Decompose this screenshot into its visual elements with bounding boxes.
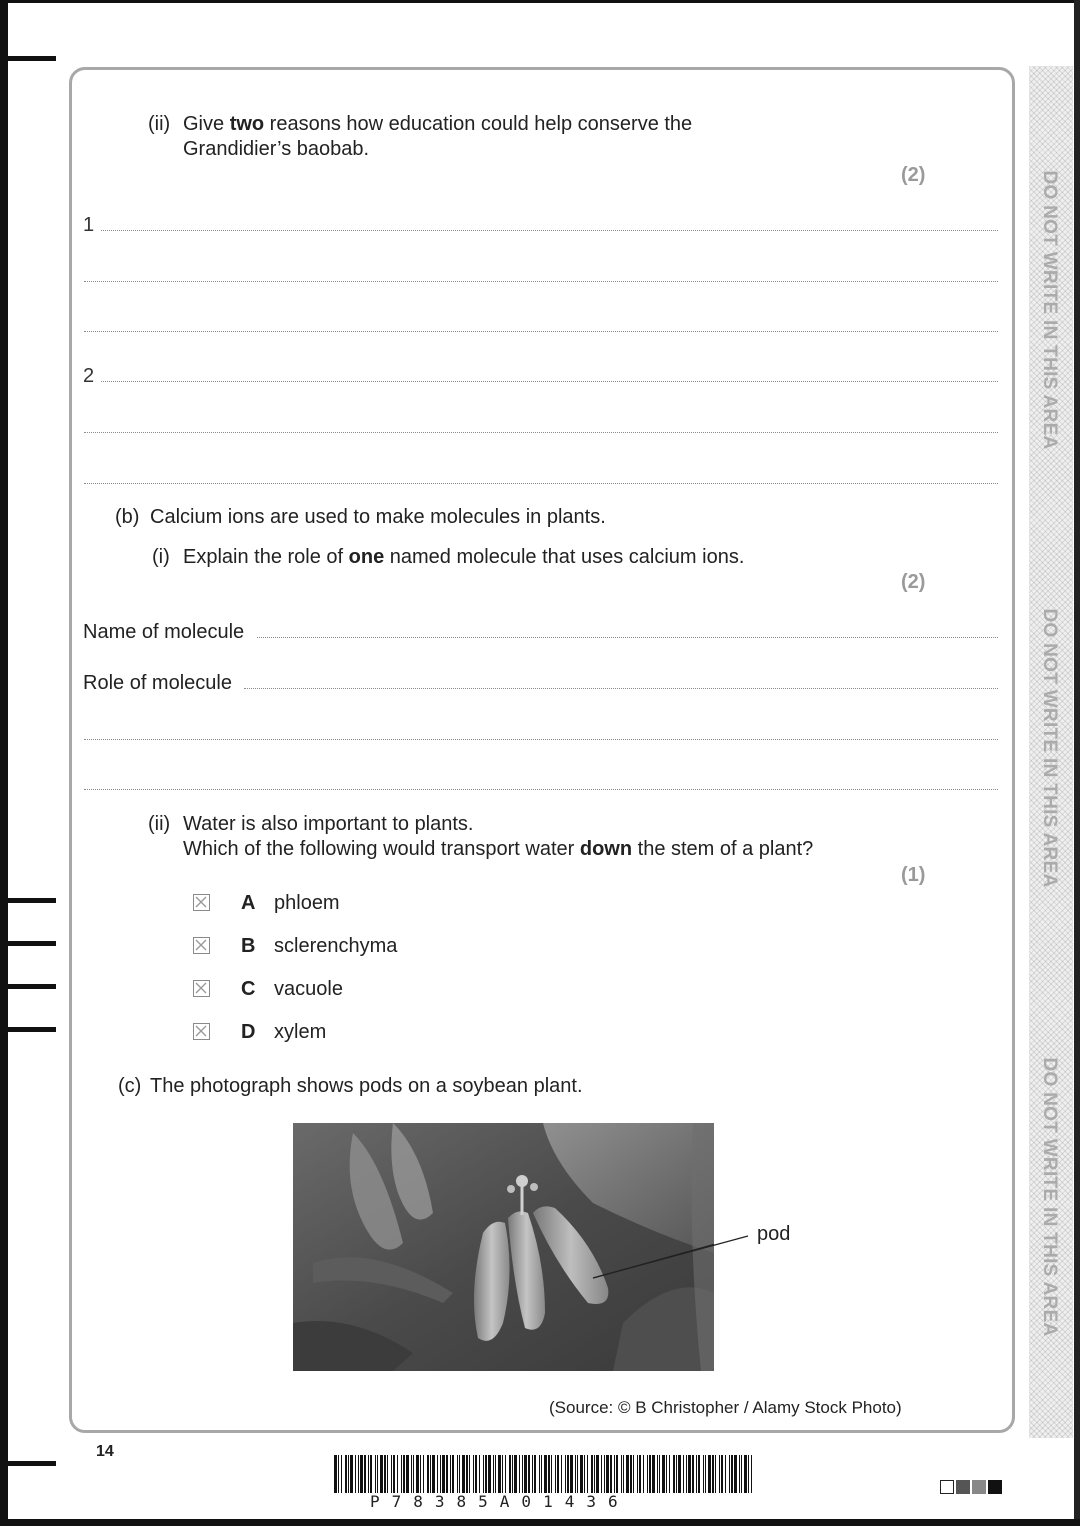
barcode-bar xyxy=(462,1455,465,1493)
barcode-bar xyxy=(577,1455,578,1493)
answer-line[interactable] xyxy=(84,432,998,433)
barcode-bar xyxy=(561,1455,562,1493)
photo-source: (Source: © B Christopher / Alamy Stock Photo) xyxy=(549,1398,902,1417)
barcode-bar xyxy=(621,1455,622,1493)
barcode-bar xyxy=(630,1455,632,1493)
barcode-bar xyxy=(350,1455,353,1493)
page-number: 14 xyxy=(96,1443,114,1460)
barcode-bar xyxy=(708,1455,711,1493)
option-d-checkbox[interactable] xyxy=(193,1023,210,1040)
barcode-bar xyxy=(570,1455,573,1493)
margin-tick xyxy=(0,1461,56,1466)
barcode-bar xyxy=(348,1455,349,1493)
no-write-warning: DO NOT WRITE IN THIS AREA xyxy=(1039,608,1060,888)
option-text: vacuole xyxy=(274,978,343,1000)
barcode-bar xyxy=(626,1455,629,1493)
barcode-bar xyxy=(519,1455,520,1493)
barcode-bar xyxy=(715,1455,716,1493)
barcode-bar xyxy=(391,1455,392,1493)
option-text: xylem xyxy=(274,1021,327,1043)
barcode-bar xyxy=(551,1455,552,1493)
barcode-bar xyxy=(678,1455,681,1493)
no-write-warning: DO NOT WRITE IN THIS AREA xyxy=(1039,1057,1060,1337)
barcode-bar xyxy=(544,1455,547,1493)
barcode-bar xyxy=(416,1455,419,1493)
barcode-bar xyxy=(643,1455,644,1493)
option-letter: D xyxy=(241,1021,256,1043)
barcode-bar xyxy=(502,1455,503,1493)
barcode-bar xyxy=(358,1455,359,1493)
answer-line[interactable] xyxy=(84,739,998,740)
colour-square xyxy=(972,1480,986,1494)
barcode-bar xyxy=(666,1455,667,1493)
left-binding-strip xyxy=(0,0,8,1526)
barcode-bar xyxy=(360,1455,363,1493)
barcode-bar xyxy=(662,1455,665,1493)
barcode-bar xyxy=(584,1455,585,1493)
barcode-bar xyxy=(377,1455,378,1493)
barcode-bar xyxy=(375,1455,376,1493)
field-label: Role of molecule xyxy=(83,672,232,694)
barcode-bar xyxy=(686,1455,687,1493)
barcode-bar xyxy=(652,1455,655,1493)
barcode-bar xyxy=(596,1455,599,1493)
barcode-bar xyxy=(509,1455,511,1493)
barcode-bar xyxy=(741,1455,742,1493)
barcode-bar xyxy=(647,1455,648,1493)
marks-allocation: (2) xyxy=(901,164,926,186)
name-of-molecule-line[interactable] xyxy=(257,637,998,638)
barcode-bar xyxy=(437,1455,438,1493)
barcode-bar xyxy=(729,1455,730,1493)
barcode-bar xyxy=(393,1455,395,1493)
barcode-bar xyxy=(488,1455,491,1493)
option-text: phloem xyxy=(274,892,340,914)
question-text-line2: Which of the following would transport water down the stem of a plant? xyxy=(183,838,814,860)
question-number: (ii) xyxy=(148,813,171,835)
barcode-bar xyxy=(673,1455,675,1493)
answer-line[interactable] xyxy=(101,381,998,382)
barcode-bar xyxy=(744,1455,747,1493)
barcode-bar xyxy=(548,1455,550,1493)
question-text-line2: Grandidier’s baobab. xyxy=(183,138,370,160)
barcode-bar xyxy=(575,1455,576,1493)
barcode-bar xyxy=(555,1455,556,1493)
barcode-bar xyxy=(524,1455,527,1493)
barcode-bar xyxy=(669,1455,670,1493)
margin-tick xyxy=(0,984,56,989)
barcode-bar xyxy=(368,1455,369,1493)
field-label: Name of molecule xyxy=(83,621,245,643)
barcode-bar xyxy=(413,1455,414,1493)
barcode-bar xyxy=(721,1455,723,1493)
barcode-bar xyxy=(446,1455,448,1493)
pod-leader-line xyxy=(593,1233,753,1283)
barcode-bar xyxy=(649,1455,651,1493)
barcode-bar xyxy=(522,1455,523,1493)
colour-square xyxy=(940,1480,954,1494)
marks-allocation: (1) xyxy=(901,864,926,886)
barcode-bar xyxy=(528,1455,530,1493)
barcode-bar xyxy=(657,1455,658,1493)
bottom-border xyxy=(0,1519,1080,1526)
barcode-bar xyxy=(485,1455,487,1493)
margin-tick xyxy=(0,1027,56,1032)
option-letter: C xyxy=(241,978,256,1000)
barcode-bar xyxy=(601,1455,602,1493)
barcode-text: P78385A01436 xyxy=(370,1492,630,1511)
barcode-bar xyxy=(450,1455,451,1493)
barcode-bar xyxy=(380,1455,383,1493)
barcode-bar xyxy=(505,1455,506,1493)
question-text: Give two reasons how education could help conserve the xyxy=(183,113,693,135)
barcode-bar xyxy=(403,1455,405,1493)
barcode-bar xyxy=(532,1455,533,1493)
barcode-bar xyxy=(466,1455,468,1493)
barcode-bar xyxy=(493,1455,494,1493)
barcode-bar xyxy=(457,1455,458,1493)
colour-square xyxy=(956,1480,970,1494)
right-border xyxy=(1074,0,1080,1526)
barcode-bar xyxy=(338,1455,339,1493)
barcode-bar xyxy=(479,1455,480,1493)
barcode-bar xyxy=(610,1455,612,1493)
question-text: Water is also important to plants. xyxy=(183,813,474,835)
barcode-bar xyxy=(364,1455,366,1493)
barcode-bar xyxy=(475,1455,477,1493)
question-text: The photograph shows pods on a soybean plant. xyxy=(150,1075,583,1097)
pod-label: pod xyxy=(757,1223,791,1245)
barcode-bar xyxy=(345,1455,347,1493)
barcode-bar xyxy=(406,1455,409,1493)
barcode-bar xyxy=(512,1455,513,1493)
barcode-bar xyxy=(734,1455,737,1493)
barcode-bar xyxy=(623,1455,624,1493)
barcode-bar xyxy=(534,1455,536,1493)
barcode-bar xyxy=(587,1455,588,1493)
answer-number: 1 xyxy=(83,214,95,236)
barcode-bar xyxy=(459,1455,460,1493)
barcode-bar xyxy=(604,1455,605,1493)
barcode-bar xyxy=(725,1455,726,1493)
question-label: (c) xyxy=(118,1075,142,1097)
barcode-bar xyxy=(557,1455,559,1493)
barcode-bar xyxy=(541,1455,542,1493)
barcode-bar xyxy=(591,1455,593,1493)
barcode-bar xyxy=(606,1455,609,1493)
barcode-bar xyxy=(498,1455,501,1493)
barcode-bar xyxy=(387,1455,388,1493)
answer-line[interactable] xyxy=(84,281,998,282)
barcode xyxy=(334,1455,752,1493)
answer-line[interactable] xyxy=(84,331,998,332)
answer-line[interactable] xyxy=(101,230,998,231)
barcode-bar xyxy=(370,1455,372,1493)
barcode-bar xyxy=(567,1455,569,1493)
barcode-bar xyxy=(637,1455,638,1493)
answer-line[interactable] xyxy=(84,483,998,484)
barcode-bar xyxy=(423,1455,424,1493)
barcode-bar xyxy=(614,1455,615,1493)
barcode-bar xyxy=(703,1455,704,1493)
barcode-bar xyxy=(469,1455,470,1493)
barcode-bar xyxy=(355,1455,356,1493)
barcode-bar xyxy=(594,1455,595,1493)
barcode-bar xyxy=(712,1455,714,1493)
barcode-bar xyxy=(580,1455,583,1493)
option-letter: B xyxy=(241,935,256,957)
option-a-checkbox[interactable] xyxy=(193,894,210,911)
barcode-bar xyxy=(452,1455,454,1493)
barcode-bar xyxy=(751,1455,752,1493)
barcode-bar xyxy=(432,1455,435,1493)
margin-tick xyxy=(0,941,56,946)
barcode-bar xyxy=(705,1455,706,1493)
barcode-bar xyxy=(420,1455,421,1493)
barcode-bar xyxy=(616,1455,618,1493)
question-number: (i) xyxy=(152,546,170,568)
question-number: (ii) xyxy=(148,113,171,135)
barcode-bar xyxy=(430,1455,431,1493)
barcode-bar xyxy=(397,1455,398,1493)
option-letter: A xyxy=(241,892,256,914)
question-text: Explain the role of one named molecule that uses calcium ions. xyxy=(183,546,745,568)
colour-square xyxy=(988,1480,1002,1494)
top-border xyxy=(0,0,1080,3)
option-c-checkbox[interactable] xyxy=(193,980,210,997)
option-text: sclerenchyma xyxy=(274,935,398,957)
barcode-bar xyxy=(731,1455,733,1493)
barcode-bar xyxy=(411,1455,412,1493)
barcode-bar xyxy=(473,1455,474,1493)
barcode-bar xyxy=(514,1455,517,1493)
barcode-bar xyxy=(334,1455,337,1493)
answer-number: 2 xyxy=(83,365,95,387)
barcode-bar xyxy=(539,1455,540,1493)
barcode-bar xyxy=(683,1455,684,1493)
barcode-bar xyxy=(639,1455,641,1493)
margin-tick xyxy=(0,56,56,61)
option-b-checkbox[interactable] xyxy=(193,937,210,954)
answer-line[interactable] xyxy=(84,789,998,790)
barcode-bar xyxy=(427,1455,429,1493)
no-write-warning: DO NOT WRITE IN THIS AREA xyxy=(1039,170,1060,450)
barcode-bar xyxy=(676,1455,677,1493)
barcode-bar xyxy=(440,1455,441,1493)
margin-tick xyxy=(0,898,56,903)
barcode-bar xyxy=(401,1455,402,1493)
barcode-bar xyxy=(384,1455,386,1493)
question-text: Calcium ions are used to make molecules in plants. xyxy=(150,506,606,528)
role-of-molecule-line[interactable] xyxy=(244,688,998,689)
question-label: (b) xyxy=(115,506,140,528)
marks-allocation: (2) xyxy=(901,571,926,593)
barcode-bar xyxy=(495,1455,496,1493)
barcode-bar xyxy=(719,1455,720,1493)
barcode-bar xyxy=(698,1455,700,1493)
barcode-bar xyxy=(748,1455,749,1493)
barcode-bar xyxy=(483,1455,484,1493)
barcode-bar xyxy=(659,1455,660,1493)
barcode-bar xyxy=(442,1455,445,1493)
barcode-bar xyxy=(696,1455,697,1493)
barcode-bar xyxy=(565,1455,566,1493)
barcode-bar xyxy=(341,1455,342,1493)
barcode-bar xyxy=(633,1455,634,1493)
barcode-bar xyxy=(688,1455,691,1493)
barcode-bar xyxy=(692,1455,694,1493)
barcode-bar xyxy=(739,1455,740,1493)
